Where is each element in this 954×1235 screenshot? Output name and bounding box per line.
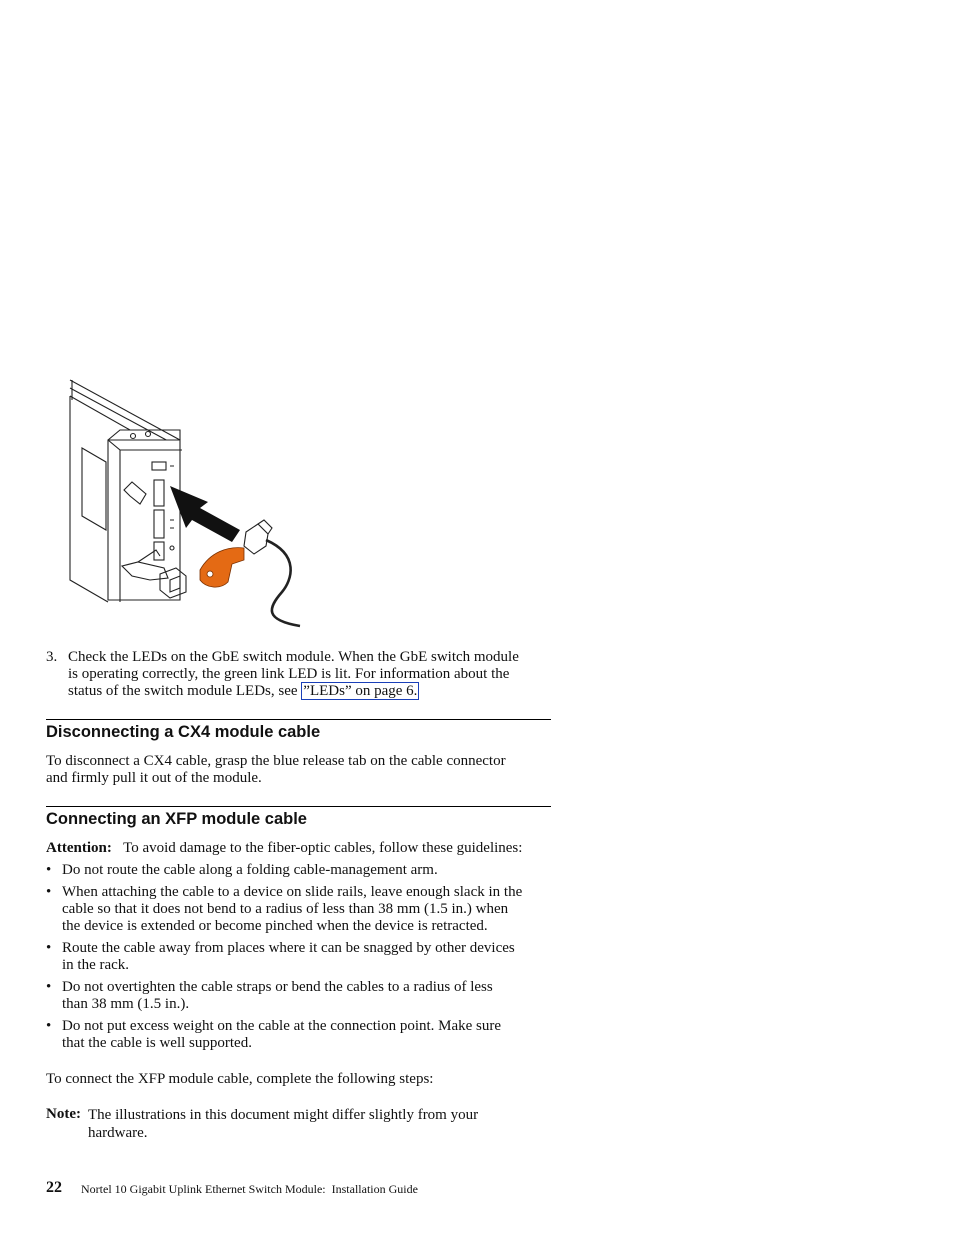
list-item-line: Do not put excess weight on the cable at the connection point. Make sure <box>62 1018 502 1034</box>
section-1-line-2: and firmly pull it out of the module. <box>46 770 262 786</box>
list-item-line: the device is extended or become pinched when the device is retracted. <box>62 918 488 934</box>
leds-page-link[interactable]: ”LEDs” on page 6. <box>303 683 418 699</box>
bullet-icon: • <box>46 862 52 878</box>
list-item-line: that the cable is well supported. <box>62 1035 252 1051</box>
section-1-paragraph <box>46 753 556 787</box>
bullet-icon: • <box>46 1018 52 1034</box>
note-text <box>88 1106 558 1142</box>
section-1-line-1: To disconnect a CX4 cable, grasp the blue release tab on the cable connector <box>46 753 506 769</box>
step-3-text <box>68 649 558 700</box>
step-3-number: 3. <box>46 649 58 665</box>
switch-module-cable-illustration <box>60 370 310 635</box>
attention-label: Attention: <box>46 840 112 856</box>
list-item-line: than 38 mm (1.5 in.). <box>62 996 190 1012</box>
list-item <box>62 979 554 1013</box>
note-line-1: The illustrations in this document might differ slightly from your <box>88 1107 479 1123</box>
footer-title: Nortel 10 Gigabit Uplink Ethernet Switch Module: Installation Guide <box>81 1182 418 1196</box>
list-item-line: When attaching the cable to a device on slide rails, leave enough slack in the <box>62 884 523 900</box>
step-3-line-1: Check the LEDs on the GbE switch module. When the GbE switch module <box>68 649 519 665</box>
bullet-icon: • <box>46 884 52 900</box>
step-3-line-3-prefix: status of the switch module LEDs, see <box>68 683 302 699</box>
section-1-heading: Disconnecting a CX4 module cable <box>46 723 321 741</box>
list-item-line: Do not overtighten the cable straps or bend the cables to a radius of less <box>62 979 493 995</box>
page-number: 22 <box>46 1179 62 1196</box>
list-item-line: cable so that it does not bend to a radius of less than 38 mm (1.5 in.) when <box>62 901 509 917</box>
step-3-line-2: is operating correctly, the green link LED is lit. For information about the <box>68 666 510 682</box>
attention-text: To avoid damage to the fiber-optic cables, follow these guidelines: <box>123 840 523 856</box>
list-item <box>62 884 554 935</box>
section-2-rule <box>46 806 551 807</box>
list-item <box>62 862 554 879</box>
list-item-line: Route the cable away from places where it can be snagged by other devices <box>62 940 515 956</box>
bullet-icon: • <box>46 979 52 995</box>
section-2-heading: Connecting an XFP module cable <box>46 810 307 828</box>
steps-intro: To connect the XFP module cable, complete the following steps: <box>46 1071 434 1087</box>
note-label: Note: <box>46 1106 81 1122</box>
bullet-icon: • <box>46 940 52 956</box>
note-line-2: hardware. <box>88 1125 148 1141</box>
list-item <box>62 940 554 974</box>
step-3-line-3 <box>68 683 558 700</box>
list-item-line: in the rack. <box>62 957 130 973</box>
list-item <box>62 1018 554 1052</box>
list-item-line: Do not route the cable along a folding cable-management arm. <box>62 862 438 878</box>
attention-paragraph <box>46 840 556 857</box>
section-1-rule <box>46 719 551 720</box>
